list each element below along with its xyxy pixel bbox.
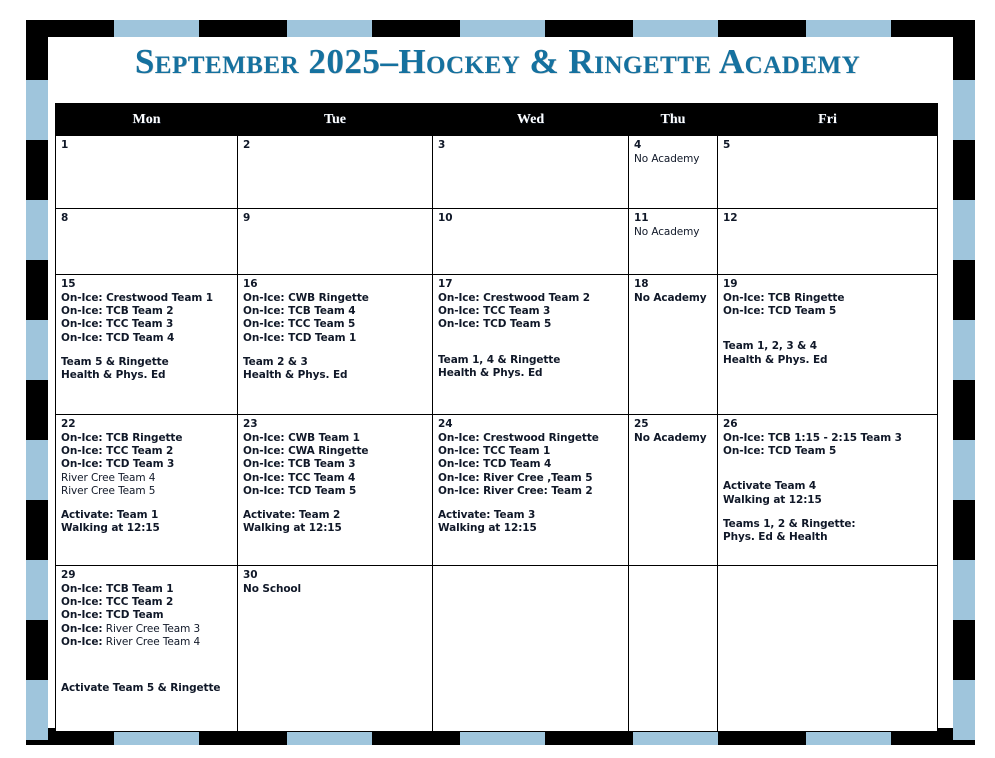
weekday-header-mon: Mon [56,104,238,136]
event-line: Activate: Team 1 [61,509,159,522]
day-number: 24 [438,418,453,430]
event-spacer [61,671,237,682]
event-line: Activate Team 5 & Ringette [61,682,221,695]
event-spacer [61,345,237,356]
day-cell-17[interactable] [433,275,629,415]
day-cell-4[interactable] [629,136,718,209]
calendar-week-row [56,136,938,209]
event-line: On-Ice: Crestwood Ringette [438,432,599,444]
day-cell-23[interactable] [238,415,433,566]
event-line: On-Ice: TCC Team 3 [438,305,551,318]
event-line: On-Ice: TCD Team 5 [438,318,552,331]
day-number: 29 [61,569,76,581]
day-number: 3 [438,139,446,151]
event-line: On-Ice: TCD Team 4 [61,331,175,344]
weekday-header-row [56,104,938,136]
day-cell-19[interactable] [718,275,938,415]
event-line: Team 1, 2, 3 & 4 [723,340,817,353]
day-cell-16[interactable] [238,275,433,415]
event-spacer [243,345,432,356]
day-events [243,583,432,596]
day-cell-26[interactable] [718,415,938,566]
event-line: On-Ice: TCD Team [61,609,164,622]
day-number: 23 [243,418,258,430]
day-events [634,226,717,239]
day-number: 19 [723,278,738,290]
weekday-header-wed: Wed [433,104,629,136]
event-line: On-Ice: TCB Team 3 [243,458,356,471]
event-line: River Cree Team 5 [61,484,156,497]
event-line: On-Ice: TCB Team 4 [243,305,356,318]
weekday-header-fri: Fri [718,104,938,136]
day-number: 15 [61,278,76,290]
event-line: On-Ice: TCD Team 1 [243,331,357,344]
event-spacer [61,649,237,671]
event-line: On-Ice: CWB Team 1 [243,432,360,444]
day-number: 10 [438,212,453,224]
event-line: On-Ice: River Cree ,Team 5 [438,471,593,484]
event-spacer [243,498,432,509]
day-events [723,432,937,544]
event-line: On-Ice: River Cree: Team 2 [438,484,593,497]
day-events [634,153,717,166]
day-cell-5[interactable] [718,136,938,209]
calendar-week-row [56,415,938,566]
day-cell-25[interactable] [629,415,718,566]
event-line: On-Ice: TCB Ringette [61,432,183,444]
event-line: Team 2 & 3 [243,355,308,368]
event-line: No Academy [634,226,700,238]
page-title-container [55,38,940,86]
event-line: Team 5 & Ringette [61,355,169,368]
event-line: Team 1, 4 & Ringette [438,353,561,366]
day-number: 9 [243,212,251,224]
event-line: On-Ice: TCD Team 3 [61,458,175,471]
day-number: 2 [243,139,251,151]
day-events [634,432,717,445]
calendar-week-row [56,209,938,275]
day-number: 8 [61,212,69,224]
day-cell-3[interactable] [433,136,629,209]
event-line: On-Ice: Crestwood Team 1 [61,292,213,304]
event-line: No School [243,583,302,595]
page-title: September 2025–Hockey & Ringette Academy [134,42,861,81]
day-cell-8[interactable] [56,209,238,275]
border-band-right [953,20,975,745]
event-line: Health & Phys. Ed [243,369,348,382]
day-cell-18[interactable] [629,275,718,415]
day-number: 17 [438,278,453,290]
event-line: Health & Phys. Ed [438,366,543,379]
event-line: Activate: Team 2 [243,509,341,522]
event-line: On-Ice: TCC Team 2 [61,445,174,458]
calendar-body [56,136,938,732]
event-spacer [438,498,628,509]
event-line: On-Ice: TCB Team 1 [61,583,174,595]
event-line: Walking at 12:15 [438,522,537,535]
event-line: No Academy [634,153,700,165]
day-cell-24[interactable] [433,415,629,566]
weekday-header-tue: Tue [238,104,433,136]
day-cell-empty[interactable] [718,566,938,732]
event-line: Walking at 12:15 [723,493,822,506]
event-line: On-Ice: TCC Team 3 [61,318,174,331]
day-number: 25 [634,418,649,430]
day-events [61,583,237,695]
day-cell-11[interactable] [629,209,718,275]
event-line: Activate Team 4 [723,480,817,493]
event-line: River Cree Team 4 [61,471,156,484]
day-number: 1 [61,139,69,151]
day-cell-29[interactable] [56,566,238,732]
calendar-week-row [56,275,938,415]
calendar-week-row [56,566,938,732]
day-cell-2[interactable] [238,136,433,209]
event-line: On-Ice: TCC Team 4 [243,471,356,484]
event-line: On-Ice: River Cree Team 4 [61,635,201,648]
event-line: On-Ice: TCB Ringette [723,292,845,304]
day-number: 30 [243,569,258,581]
day-cell-30[interactable] [238,566,433,732]
event-line: On-Ice: TCC Team 1 [438,445,551,458]
event-line: On-Ice: River Cree Team 3 [61,622,201,635]
border-band-left [26,20,48,745]
day-number: 22 [61,418,76,430]
event-line: Phys. Ed & Health [723,531,828,544]
day-number: 12 [723,212,738,224]
day-events [723,292,937,367]
event-line: No Academy [634,432,707,444]
event-line: On-Ice: TCD Team 5 [723,445,837,458]
event-line: On-Ice: Crestwood Team 2 [438,292,590,304]
day-cell-12[interactable] [718,209,938,275]
calendar-grid [55,103,938,732]
event-line: Walking at 12:15 [243,522,342,535]
event-line: Health & Phys. Ed [723,353,828,366]
day-cell-22[interactable] [56,415,238,566]
day-cell-empty[interactable] [433,566,629,732]
day-events [438,292,628,380]
day-number: 18 [634,278,649,290]
event-spacer [723,507,937,518]
event-spacer [438,332,628,354]
event-line: On-Ice: TCB Team 2 [61,305,174,318]
day-cell-9[interactable] [238,209,433,275]
day-events [438,432,628,535]
day-events [61,432,237,535]
weekday-header-thu: Thu [629,104,718,136]
event-line: On-Ice: TCD Team 5 [723,305,837,318]
day-cell-15[interactable] [56,275,238,415]
day-number: 26 [723,418,738,430]
event-spacer [61,498,237,509]
event-line: On-Ice: TCD Team 4 [438,458,552,471]
event-line: On-Ice: TCB 1:15 - 2:15 Team 3 [723,432,902,444]
day-number: 11 [634,212,649,224]
day-events [634,292,717,305]
day-cell-10[interactable] [433,209,629,275]
event-spacer [723,318,937,340]
event-line: Teams 1, 2 & Ringette: [723,517,856,530]
event-line: Activate: Team 3 [438,509,536,522]
day-events [61,292,237,382]
event-line: On-Ice: CWA Ringette [243,445,369,458]
event-line: On-Ice: TCC Team 2 [61,596,174,609]
day-cell-empty[interactable] [629,566,718,732]
event-line: Health & Phys. Ed [61,369,166,382]
event-line: On-Ice: TCC Team 5 [243,318,356,331]
event-line: No Academy [634,292,707,304]
day-cell-1[interactable] [56,136,238,209]
day-events [243,292,432,382]
day-number: 5 [723,139,731,151]
day-number: 4 [634,139,642,151]
event-line: Walking at 12:15 [61,522,160,535]
day-events [243,432,432,535]
event-line: On-Ice: TCD Team 5 [243,484,357,497]
event-spacer [723,458,937,480]
day-number: 16 [243,278,258,290]
border-band-top [26,20,975,37]
event-line: On-Ice: CWB Ringette [243,292,369,304]
